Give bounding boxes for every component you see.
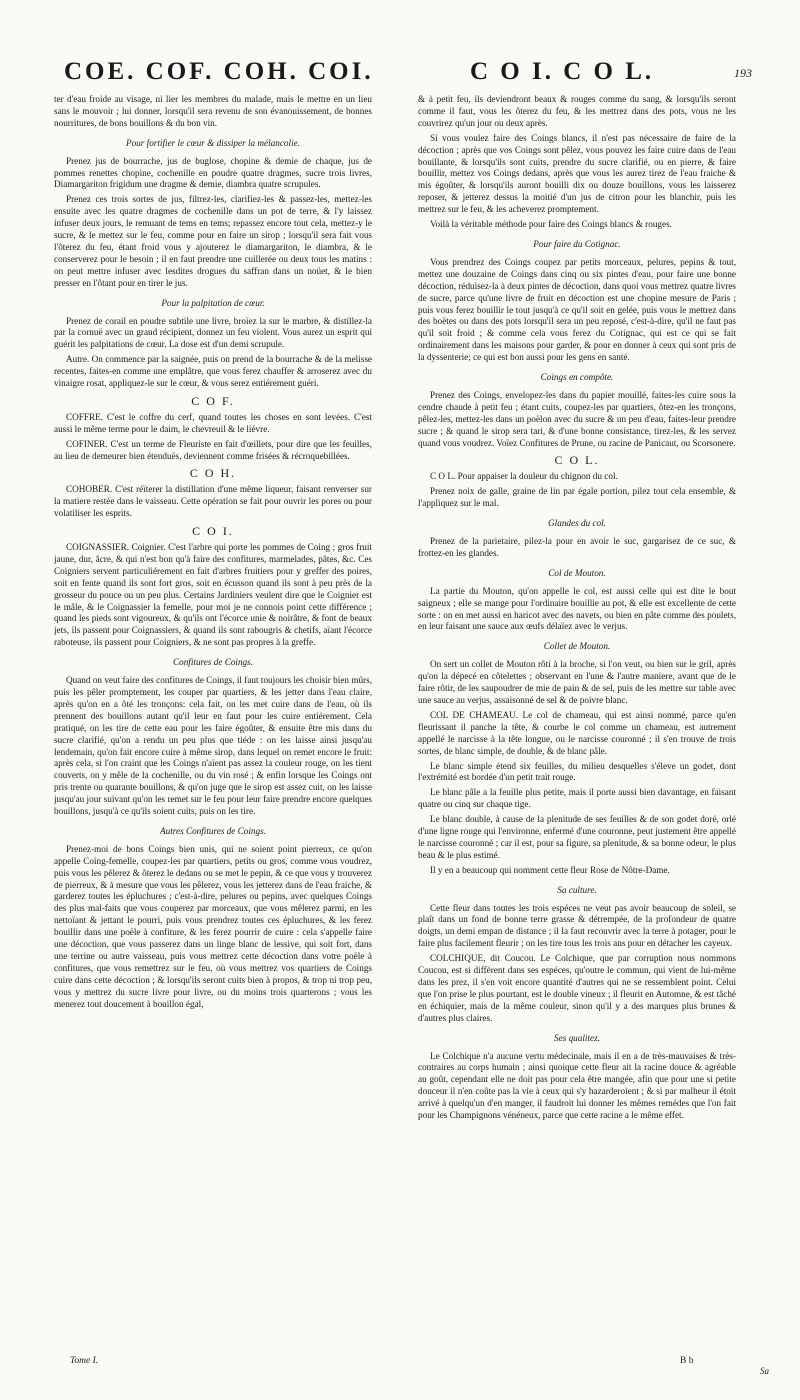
paragraph: C O L. Pour appaiser la douleur du chignon du col. (430, 471, 618, 482)
left-column (54, 94, 372, 1344)
paragraph: COL DE CHAMEAU. Le col de chameau, qui est ainsi nommé, parce qu'en fleurissant il panche la tête, & courbe le col comme un chameau, est autrement appellé le narcisse à la tête longue, ou le narcisse couronné ; il s'en trouve de trois sortes, de blanc simple, de double, & de blanc pâle. (418, 709, 736, 756)
paragraph: On sert un collet de Mouton rôti à la broche, si l'on veut, ou bien sur le gril, après qu'on la dépecé en côtelettes ; observant en l'une & l'autre maniere, avant que de le faire rôtir, de les saupoudrer de mie de pain & de sel, puis de les mettre sur table avec une sauce au verjus, assaisonné de sel & de poivre blanc. (418, 659, 736, 705)
paragraph: Cette fleur dans toutes les trois espéces ne veut pas avoir beaucoup de soleil, se plaît dans un fond de bonne terre grasse & détrempée, de la profondeur de quatre doigts, un demi empan de distance ; il la faut recouvrir avec la terre à potager, pour le faire plus facilement fleurir ; on les tire tous les trois ans pour en détacher les cayeux. (418, 902, 736, 949)
paragraph: Le Colchique n'a aucune vertu médecinale, mais il en a de très-mauvaises & très-contraires au corps humain ; ainsi quoique cette fleur ait la racine douce & agréable au goût, cependant elle ne doit pas pour cela être mangée, afin que pour une si petite douceur il n'en coûte pas la vie à ceux qui s'y hazarderoient ; & si par malheur il étoit arrivé à quelqu'un d'en manger, il faudroit lui donner les mêmes remédes que l'on fait pour les Champignons vénéneux, parce que cette racine a le même effet. (418, 1050, 736, 1121)
paragraph: Prenez-moi de bons Coings bien unis, qui ne soient point pierreux, ce qu'on appelle Coing-femelle, coupez-les par quartiers, petits ou gros, comme vous voudrez, puis vous les pêlerez & ôterez le dedans ou se met le pepin, & ce que vous y trouverez de pierreux, & à mesure que vous les pêlerez, vous les jetterez dans de l'eau fraiche, & garderez toutes les épluchures ; c'est-à-dire, pelures ou pepins, avec quelques Coings des plus mal-faits que vous couperez par morceaux, que vous mêlerez parmi, en les nettoïant & jettant le pourri, puis vous prendrez toutes ces épluchures, & les ferez bouillir dans une poële à confiture, & les ferez pourrir de cuire : cela s'appelle faire une décoction, que vous passerez dans un linge blanc de lessive, qui soit fort, dans une terrine ou autre vaisseau, puis vous mettrez cette décoction dans votre poële à confitures, que vous remettrez sur le feu, où vous mettrez vos quartiers de Coings cuire dans cette décoction ; & lorsqu'ils seront cuits bien à propos, & trop ni trop peu, vous y mettrez du sucre livre pour livre, ou du moins trois quarterons ; vous les menerez tout doucement à bouillon égal, (54, 843, 372, 1009)
section-subheading: Glandes du col. (548, 518, 606, 529)
paragraph: Voilà la véritable méthode pour faire des Coings blancs & rouges. (430, 219, 672, 230)
paragraph: Prenez noix de galle, graine de lin par égale portion, pilez tout cela ensemble, & l'appliquez sur le mal. (418, 486, 736, 509)
section-subheading: Ses qualitez. (554, 1032, 600, 1043)
paragraph: Le blanc pâle a la feuille plus petite, mais il porte aussi bien davantage, en faisant quatre ou cinq sur chaque tige. (418, 787, 736, 810)
section-subheading: Pour la palpitation de cœur. (161, 297, 265, 308)
header-right: C O I. C O L. (470, 58, 655, 85)
right-column (418, 94, 736, 1344)
paragraph: Il y en a beaucoup qui nomment cette fleur Rose de Nôtre-Dame. (430, 864, 670, 875)
section-subheading: Collet de Mouton. (543, 641, 611, 652)
section-heading: C O I. (192, 524, 234, 539)
footer-catchword: Sa (760, 1366, 769, 1376)
section-subheading: Col de Mouton. (548, 567, 606, 578)
paragraph: COHOBER. C'est réïterer la distillation d'une même liqueur, faisant renverser sur la matiere restée dans le vaisseau. Cette opération se fait pour ouvrir les pores ou pour volatiliser les esprits. (54, 484, 372, 519)
paragraph: Quand on veut faire des confitures de Coings, il faut toujours les choisir bien mûrs, puis les pêler promptement, les couper par quartiers, & les jetter dans l'eau claire, après qu'on en a ôté les tronçons: cela fait, on les met cuire dans de l'eau, où ils prennent des bouillons autant qu'il leur en faut pour les cuire entiérement. Cela pratiqué, on les tire de cette eau pour les faire égoûter, & ensuite être mis dans du sucre clarifié, qu'on a rendu un peu plus que tiéde : on les laisse ainsi jusqu'au lendemain, qu'on fait encore cuire à même sirop, dans lequel on remet encore le fruit: après cela, si l'on craint que les Coings n'aïent pas assez la couleur rouge, on les tient couverts, on y mêle de la cochenille, ou du vin rosé ; & enfin lorsque les Coings ont pris trente ou quarante bouillons, & qu'on juge que le sirop est assez cuit, on les laisse jusqu'au jour suivant qu'on les remet sur le feu pour leur faire prendre encore quelques bouillons, jusqu'à ce qu'ils soient cuits, puis on les tire. (54, 675, 372, 817)
paragraph: Autre. On commence par la saignée, puis on prend de la bourrache & de la melisse recentes, faites-en comme une emplâtre, que vous ferez chauffer & arroserez avec du vinaigre rosat, appliquez-le sur le cœur, & vous serez entiérement guéri. (54, 354, 372, 389)
paragraph: Vous prendrez des Coings coupez par petits morceaux, pelures, pepins & tout, mettez une douzaine de Coings dans cinq ou six pintes d'eau, pour faire une bonne décoction, réduisez-la à deux pintes de décoction, dans quoi vous mettrez quatre livres de sucre, parce qu'une livre de fruit en décoction est une chopine mesure de Paris ; puis vous ferez bouillir le tout jusqu'à ce qu'il soit en gelée, puis vous le mettrez dans des boëtes ou dans des pots lorsqu'il sera un peu reposé, c'est-à-dire, qu'il ne faut pas qu'il soit froid ; & comme cela vous ferez du Cotignac, qui est ce qui se fait ordinairement dans les maisons pour garder, & pour en donner à ceux qui sont pris de la dyssenterie; ce qui est bon aussi pour les gens en santé. (418, 256, 736, 363)
footer-signature: B b (680, 1356, 694, 1366)
paragraph: COFFRE. C'est le coffre du cerf, quand toutes les choses en sont levées. C'est aussi le même terme pour le daim, le chevreuil & le liévre. (54, 411, 372, 434)
section-heading: C O H. (189, 466, 237, 481)
section-subheading: Confitures de Coings. (172, 657, 254, 668)
paragraph: ter d'eau froide au visage, ni lier les membres du malade, mais le mettre en un lieu sans le mouvoir ; lui donner, lorsqu'il sera revenu de son évanouissement, de bonnes nourritures, de bons bouillons & du bon vin. (54, 94, 372, 128)
running-header (0, 58, 800, 98)
section-subheading: Pour faire du Cotignac. (533, 238, 621, 249)
section-subheading: Coings en compôte. (540, 372, 614, 383)
paragraph: Si vous voulez faire des Coings blancs, il n'est pas nécessaire de faire de la décoction ; après que vos Coings sont pêlez, vous pouvez les faire cuire dans de l'eau bouillante, & lorsqu'ils sont cuits, prendre du sucre clarifié, ou en pierre, & faire bouillir, mettez vos Coings dedans, après que vous les aurez tirez de l'eau fraiche & mis égoûter, & lorsqu'ils auront bouilli dix ou douze bouillons, vous les laisserez reposer, & jetterez dessus la moitié d'un jus de citron pour les blanchir, puis les mettrez sur le feu, & les acheverez promptement. (418, 132, 736, 215)
section-heading: C O F. (191, 393, 235, 408)
paragraph: Prenez des Coings, envelopez-les dans du papier mouillé, faites-les cuire sous la cendre chaude à petit feu ; étant cuits, coupez-les par quartiers, ôtez-en les tronçons, pêlez-les, mettez-les dans un poëlon avec du sucre & un peu d'eau, faites-leur prendre sucre ; & quand le sirop sera tari, & d'une bonne consistance, tirez-les, & les servez quand vous voudrez. Voïez Confitures de Prune, ou racine de Panicaut, ou Scorsonere. (418, 389, 736, 448)
header-left: COE. COF. COH. COI. (64, 58, 374, 85)
paragraph: & à petit feu, ils deviendront beaux & rouges comme du sang, & lorsqu'ils seront comme il faut, vous les ôterez du feu, & les mettrez dans des pots, vous ne les couvrirez qu'un jour ou deux après. (418, 94, 736, 128)
paragraph: COIGNASSIER. Coignier. C'est l'arbre qui porte les pommes de Coing ; gros fruit jaune, dur, âcre, & qui n'est bon qu'à faire des confitures, marmelades, pâtes, &c. Ces Coigniers servent particuliérement en fait d'arbres fruitiers pour y greffer des poires, soit en fente quand ils sont fort gros, soit en écusson quand ils sont à peu près de la grosseur du pouce ou un peu plus. Certains Jardiniers veulent dire que le Coignier est le mâle, & le Coignassier la femelle, pour moi je ne connois point cette différence ; quand les pieds sont vigoureux, & qu'ils ont l'écorce unie & noirâtre, & font de beaux jets, ils passent pour Coignassiers, & quand ils sont rabougris & chetifs, aïant l'écorce raboteuse, ils passent pour Coigniers, & ne sont pas propres à la greffe. (54, 542, 372, 648)
section-heading: C O L. (554, 453, 600, 468)
paragraph: Prenez de la parietaire, pilez-la pour en avoir le suc, gargarisez de ce suc, & frottez-en les glandes. (418, 536, 736, 558)
footer-volume: Tome I. (70, 1356, 99, 1366)
paragraph: COFINER. C'est un terme de Fleuriste en fait d'œillets, pour dire que les feuilles, au lieu de demeurer bien étenduës, deviennent comme frisées & récroquebillées. (54, 438, 372, 461)
paragraph: La partie du Mouton, qu'on appelle le col, est aussi celle qui est dite le bout saigneux ; elle se mange pour l'ordinaire bouillie au pot, & elle est excellente de cette sorte : on en met aussi en haricot avec des navets, ou bien en pâte comme des poulets, en leur faisant une sauce aux œufs délaïez avec le verjus. (418, 585, 736, 632)
paragraph: Le blanc simple étend six feuilles, du milieu desquelles s'éleve un godet, dont l'extrémité est bordée d'un petit trait rouge. (418, 760, 736, 783)
paragraph: Le blanc double, à cause de la plenitude de ses feuilles & de son godet doré, orlé d'une ligne rouge qui l'environne, enfermé d'une couronne, peut justement être appellé le narcisse couronné ; car il est, pour sa figure, sa plenitude, & sa bonne odeur, le plus beau & le plus estimé. (418, 814, 736, 860)
paragraph: COLCHIQUE, dit Coucou. Le Colchique, que par corruption nous nommons Coucou, est si différent dans ses espéces, qu'outre le commun, qui vient de lui-même dans les prez, il s'en voit encore quantité d'autres qui ne se ressemblent point. Celui que l'on prise le plus pourtant, est le double vineux ; il fleurit en Automne, & est tâché en échiquier, mais de la même couleur, sinon qu'il y a des marques plus brunes & d'autres plus claires. (418, 953, 736, 1023)
paragraph: Prenez jus de bourrache, jus de buglose, chopine & demie de chaque, jus de pommes renettes chopine, cochenille en poudre quatre dragmes, sucre trois livres, Diamargariton frigidum une dragme & demie, diambra quatre scrupules. (54, 155, 372, 190)
section-subheading: Autres Confitures de Coings. (160, 825, 266, 836)
section-subheading: Pour fortifier le cœur & dissiper la mélancolie. (125, 137, 301, 148)
paragraph: Prenez de corail en poudre subtile une livre, broïez la sur le marbre, & distillez-la par la cornuë avec un grand récipient, donnez un feu violent. Vous aurez un esprit qui guérit les palpitations de cœur. La dose est d'un demi scrupule. (54, 315, 372, 350)
section-subheading: Sa culture. (557, 884, 597, 895)
page-number: 193 (734, 66, 752, 80)
paragraph: Prenez ces trois sortes de jus, filtrez-les, clarifiez-les & passez-les, mettez-les ensuite avec les quatre dragmes de cochenille dans un pot de terre, & l'y laissez infuser deux jours, le remuant de tems en tems; repassez encore tout cela, mettez-y le sucre, & le mettez sur le feu, comme pour en faire un sirop ; lorsqu'il sera fait vous l'ôterez du feu, étant froid vous y ajouterez le diamargariton, le diambra, & le conserverez pour le besoin ; il en faut prendre une cuillerée ou deux tous les matins : on peut mettre infuser avec lesdites drogues du saffran dans un noüet, & le bien presser en l'ôtant pour en tirer le jus. (54, 194, 372, 288)
